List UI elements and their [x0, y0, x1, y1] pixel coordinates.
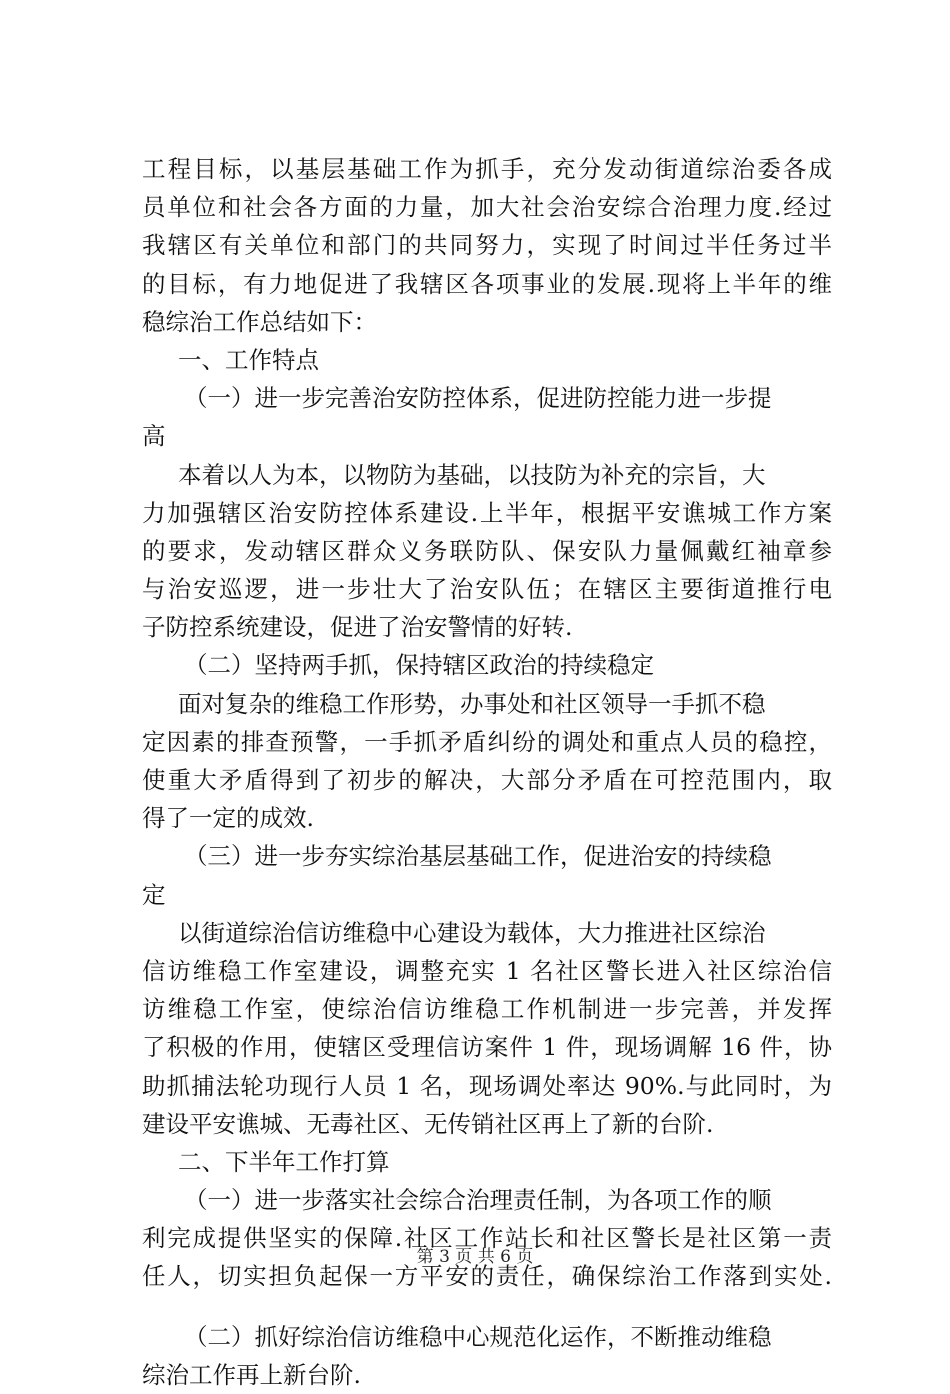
page-footer: 第 3 页 共 6 页: [416, 1247, 534, 1267]
text-line: 访维稳工作室，使综治信访维稳工作机制进一步完善，并发挥: [142, 995, 832, 1024]
text-line: （二）抓好综治信访维稳中心规范化运作，不断推动维稳: [184, 1322, 772, 1351]
text-line: （三）进一步夯实综治基层基础工作，促进治安的持续稳: [184, 842, 772, 871]
text-line: 面对复杂的维稳工作形势，办事处和社区领导一手抓不稳: [178, 689, 766, 718]
text-line: 二、下半年工作打算: [178, 1147, 390, 1176]
text-line: 定: [142, 880, 166, 909]
text-line: 助抓捕法轮功现行人员 1 名，现场调处率达 90%.与此同时，为: [142, 1071, 832, 1100]
text-line: 子防控系统建设，促进了治安警情的好转.: [142, 613, 573, 642]
text-line: 高: [142, 422, 166, 451]
text-line: 建设平安谯城、无毒社区、无传销社区再上了新的台阶.: [142, 1109, 714, 1138]
text-line: 我辖区有关单位和部门的共同努力，实现了时间过半任务过半: [142, 231, 832, 260]
text-line: 本着以人为本，以物防为基础，以技防为补充的宗旨，大: [178, 460, 766, 489]
text-line: 员单位和社会各方面的力量，加大社会治安综合治理力度.经过: [142, 193, 832, 222]
text-line: 得了一定的成效.: [142, 804, 314, 833]
text-line: 了积极的作用，使辖区受理信访案件 1 件，现场调解 16 件，协: [142, 1033, 832, 1062]
text-line: 与治安巡逻，进一步壮大了治安队伍；在辖区主要街道推行电: [142, 575, 832, 604]
document-body: [142, 150, 832, 1394]
text-line: 利完成提供坚实的保障.社区工作站长和社区警长是社区第一责: [142, 1224, 832, 1253]
text-line: （二）坚持两手抓，保持辖区政治的持续稳定: [184, 651, 654, 680]
text-line: 以街道综治信访维稳中心建设为载体，大力推进社区综治: [178, 918, 766, 947]
text-line: 信访维稳工作室建设，调整充实 1 名社区警长进入社区综治信: [142, 956, 832, 985]
text-line: 工程目标，以基层基础工作为抓手，充分发动街道综治委各成: [142, 155, 832, 183]
text-line: 力加强辖区治安防控体系建设.上半年，根据平安谯城工作方案: [142, 498, 832, 527]
text-line: 任人，切实担负起保一方平安的责任，确保综治工作落到实处.: [142, 1262, 832, 1291]
text-line: 使重大矛盾得到了初步的解决，大部分矛盾在可控范围内，取: [142, 766, 832, 794]
text-line: （一）进一步完善治安防控体系，促进防控能力进一步提: [184, 384, 772, 413]
text-line: 定因素的排查预警，一手抓矛盾纠纷的调处和重点人员的稳控，: [142, 727, 832, 756]
text-line: 一、工作特点: [178, 345, 319, 374]
text-line: 稳综治工作总结如下：: [142, 307, 377, 336]
text-line: 的要求，发动辖区群众义务联防队、保安队力量佩戴红袖章参: [142, 536, 832, 565]
text-line: （一）进一步落实社会综合治理责任制，为各项工作的顺: [184, 1186, 772, 1215]
text-line: 的目标，有力地促进了我辖区各项事业的发展.现将上半年的维: [142, 269, 832, 298]
text-line: 综治工作再上新台阶.: [142, 1360, 361, 1389]
paragraph-gap: [142, 1296, 832, 1318]
